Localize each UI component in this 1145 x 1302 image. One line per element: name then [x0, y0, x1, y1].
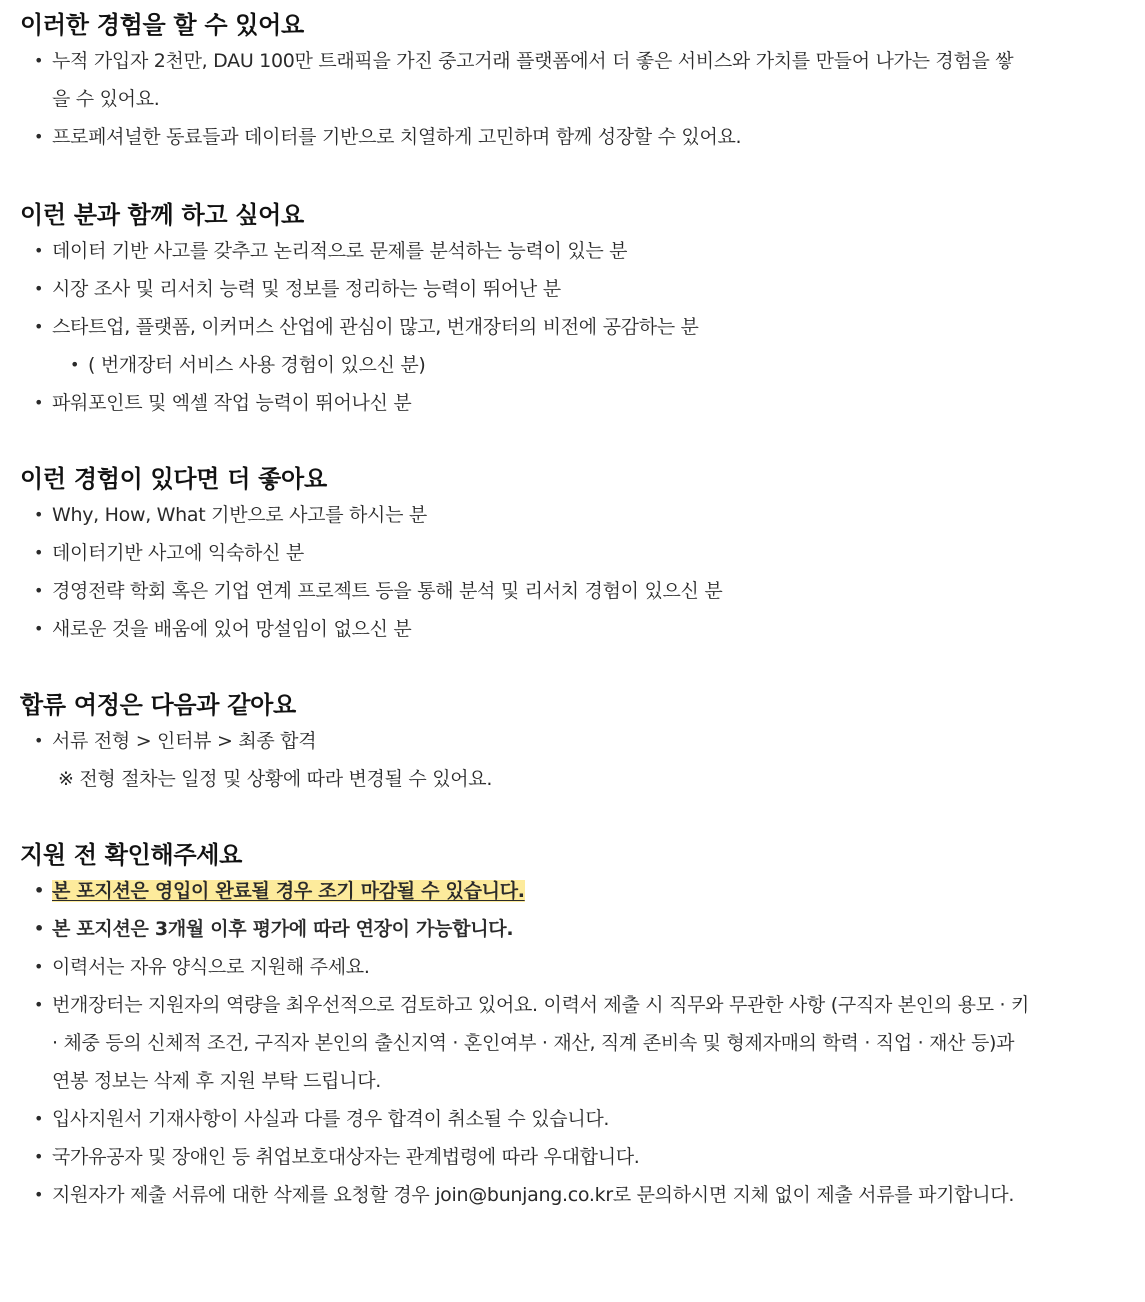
section-title: 합류 여정은 다음과 같아요	[20, 691, 296, 719]
section-hiring-process	[20, 688, 1030, 798]
section-before-apply	[20, 838, 1030, 1214]
list-item: • 누적 가입자 2천만, DAU 100만 트래픽을 가진 중고거래 플랫폼에서 더 좋은 서비스와 가치를 만들어 나가는 경험을 쌓을 수 있어요.	[20, 42, 1030, 118]
section-title: 지원 전 확인해주세요	[20, 841, 243, 869]
list-item: • 지원자가 제출 서류에 대한 삭제를 요청할 경우 join@bunjang.co.kr로 문의하시면 지체 없이 제출 서류를 파기합니다.	[20, 1176, 1030, 1214]
list-item: • 서류 전형 > 인터뷰 > 최종 합격	[20, 722, 1030, 760]
list-item: • 국가유공자 및 장애인 등 취업보호대상자는 관계법령에 따라 우대합니다.	[20, 1138, 1030, 1176]
list-item: • 시장 조사 및 리서치 능력 및 정보를 정리하는 능력이 뛰어난 분	[20, 270, 1030, 308]
list-item: • Why, How, What 기반으로 사고를 하시는 분	[20, 496, 1030, 534]
list-item: • 입사지원서 기재사항이 사실과 다를 경우 합격이 취소될 수 있습니다.	[20, 1100, 1030, 1138]
section-qualifications	[20, 198, 1030, 422]
highlighted-text: 본 포지션은 영입이 완료될 경우 조기 마감될 수 있습니다.	[52, 880, 525, 902]
list-item: • 번개장터는 지원자의 역량을 최우선적으로 검토하고 있어요. 이력서 제출 시 직무와 무관한 사항 (구직자 본인의 용모 · 키 · 체중 등의 신체적 조건, 구직자 본인의 출신지역 · 혼인여부 · 재산, 직계 존비속 및 형제자매의 학력 · 직업 · 재산 등)과 연봉 정보는 삭제 후 지원 부탁 드립니다.	[20, 986, 1030, 1100]
list-item-extension: • 본 포지션은 3개월 이후 평가에 따라 연장이 가능합니다.	[20, 910, 1030, 948]
section-title: 이러한 경험을 할 수 있어요	[20, 11, 304, 39]
process-note: ※ 전형 절차는 일정 및 상황에 따라 변경될 수 있어요.	[58, 768, 493, 790]
bullet-list	[20, 232, 1030, 422]
list-item: • 스타트업, 플랫폼, 이커머스 산업에 관심이 많고, 번개장터의 비전에 공감하는 분	[20, 308, 1030, 346]
list-item: • 데이터기반 사고에 익숙하신 분	[20, 534, 1030, 572]
section-title: 이런 분과 함께 하고 싶어요	[20, 201, 304, 229]
bullet-list	[20, 722, 1030, 798]
bullet-list	[20, 496, 1030, 648]
bullet-list	[20, 42, 1030, 156]
list-item: • 새로운 것을 배움에 있어 망설임이 없으신 분	[20, 610, 1030, 648]
sub-list-item: • ( 번개장터 서비스 사용 경험이 있으신 분)	[20, 346, 1030, 384]
section-preferred	[20, 462, 1030, 648]
section-experience	[20, 8, 1030, 156]
bullet-list	[20, 872, 1030, 1214]
list-item-early-close	[20, 872, 1030, 910]
list-item: • 이력서는 자유 양식으로 지원해 주세요.	[20, 948, 1030, 986]
list-item: • 데이터 기반 사고를 갖추고 논리적으로 문제를 분석하는 능력이 있는 분	[20, 232, 1030, 270]
list-item: • 프로페셔널한 동료들과 데이터를 기반으로 치열하게 고민하며 함께 성장할 수 있어요.	[20, 118, 1030, 156]
list-item: • 경영전략 학회 혹은 기업 연계 프로젝트 등을 통해 분석 및 리서치 경험이 있으신 분	[20, 572, 1030, 610]
section-title: 이런 경험이 있다면 더 좋아요	[20, 465, 327, 493]
list-item: • 파워포인트 및 엑셀 작업 능력이 뛰어나신 분	[20, 384, 1030, 422]
